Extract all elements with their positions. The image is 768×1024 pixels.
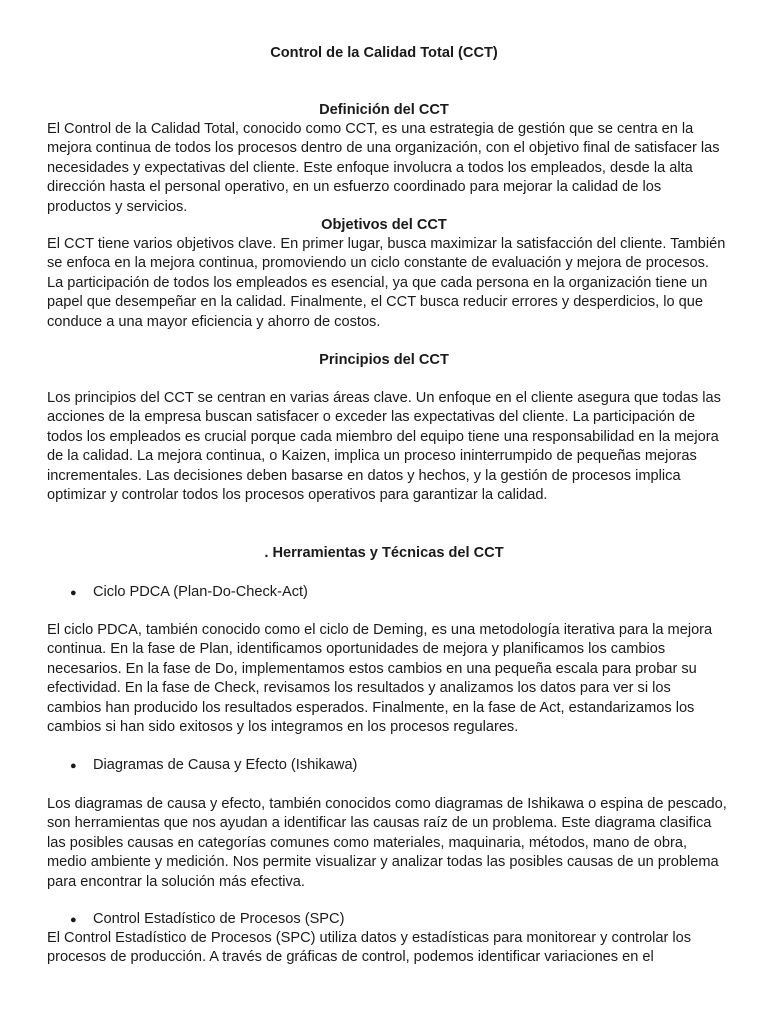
bullet-icon: ●	[70, 914, 77, 926]
list-item-pdca	[70, 583, 308, 603]
bullet-icon: ●	[70, 587, 77, 599]
paragraph-definicion: El Control de la Calidad Total, conocido como CCT, es una estrategia de gestión que se centra en la mejora continua de todos los procesos dentro de una organización, con el objetivo final de satisfacer las necesidades y expectativas del cliente. Este enfoque involucra a todos los empleados, desde la alta dirección hasta el personal operativo, en un esfuerzo coordinado para mejorar la calidad de los productos y servicios.	[47, 121, 720, 215]
paragraph-pdca: El ciclo PDCA, también conocido como el ciclo de Deming, es una metodología iterativa para la mejora continua. En la fase de Plan, identificamos oportunidades de mejora y planificamos los cambios necesarios. En la fase de Do, implementamos estos cambios en una pequeña escala para probar su efectividad. En la fase de Check, revisamos los resultados y analizamos los datos para ver si los cambios han producido los resultados esperados. Finalmente, en la fase de Act, estandarizamos los cambios si han sido exitosos y los integramos en los procesos regulares.	[47, 622, 713, 736]
paragraph-principios: Los principios del CCT se centran en varias áreas clave. Un enfoque en el cliente asegura que todas las acciones de la empresa buscan satisfacer o exceder las expectativas del cliente. La participación de todos los empleados es crucial porque cada miembro del equipo tiene una responsabilidad en la mejora de la calidad. La mejora continua, o Kaizen, implica un proceso ininterrumpido de pequeñas mejoras incrementales. Las decisiones deben basarse en datos y hechos, y la gestión de procesos implica optimizar y controlar todos los procesos operativos para garantizar la calidad.	[47, 390, 721, 504]
page-title: Control de la Calidad Total (CCT)	[270, 45, 498, 61]
list-item-label: Ciclo PDCA (Plan-Do-Check-Act)	[93, 584, 308, 600]
list-item-label: Diagramas de Causa y Efecto (Ishikawa)	[93, 757, 358, 773]
paragraph-objetivos: El CCT tiene varios objetivos clave. En primer lugar, busca maximizar la satisfacción del cliente. También se enfoca en la mejora continua, promoviendo un ciclo constante de evaluación y mejora de procesos. La participación de todos los empleados es esencial, ya que cada persona en la organización tiene un papel que desempeñar en la calidad. Finalmente, el CCT busca reducir errores y desperdicios, lo que conduce a una mayor eficiencia y ahorro de costos.	[47, 236, 726, 330]
heading-objetivos: Objetivos del CCT	[321, 217, 447, 233]
list-item-spc	[70, 910, 344, 930]
heading-definicion: Definición del CCT	[319, 102, 449, 118]
list-item-label: Control Estadístico de Procesos (SPC)	[93, 911, 345, 927]
paragraph-ishikawa: Los diagramas de causa y efecto, también conocidos como diagramas de Ishikawa o espina de pescado, son herramientas que nos ayudan a identificar las causas raíz de un problema. Este diagrama clasifica las posibles causas en categorías comunes como materiales, maquinaria, métodos, mano de obra, medio ambiente y medición. Nos permite visualizar y analizar todas las posibles causas de un problema para encontrar la solución más efectiva.	[47, 796, 727, 890]
list-item-ishikawa	[70, 756, 357, 776]
heading-herramientas: . Herramientas y Técnicas del CCT	[264, 545, 504, 561]
paragraph-spc: El Control Estadístico de Procesos (SPC) utiliza datos y estadísticas para monitorear y controlar los procesos de producción. A través de gráficas de control, podemos identificar variaciones en el	[47, 930, 692, 966]
heading-principios: Principios del CCT	[319, 352, 449, 368]
bullet-icon: ●	[70, 760, 77, 772]
